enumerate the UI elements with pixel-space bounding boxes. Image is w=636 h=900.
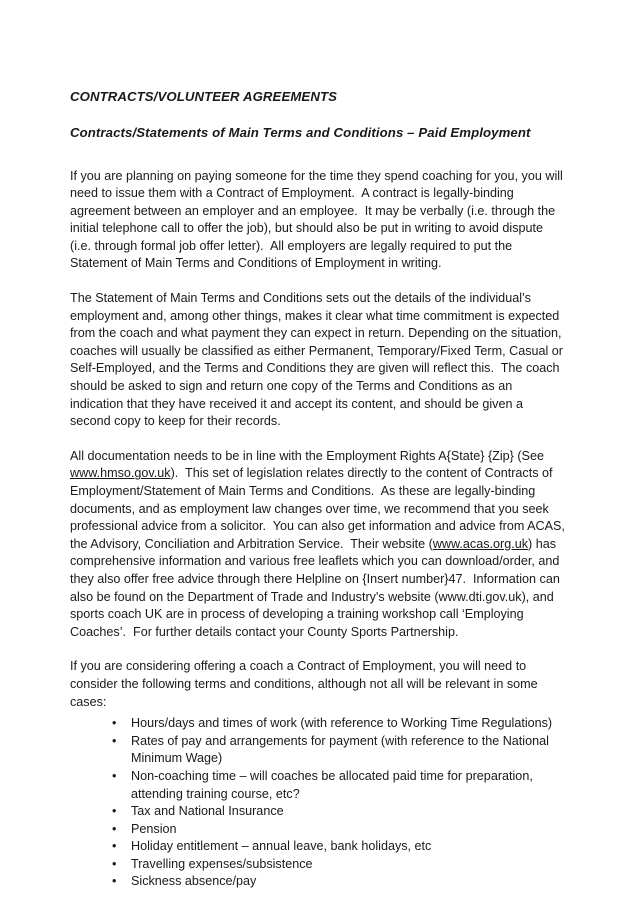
bullet-icon: •	[112, 716, 117, 731]
bullet-icon: •	[112, 804, 117, 819]
list-item-label: Non-coaching time – will coaches be allocated paid time for preparation, attending training course, etc?	[131, 768, 533, 801]
bullet-icon: •	[112, 768, 117, 783]
paragraph-intro: If you are planning on paying someone for the time they spend coaching for you, you will need to issue them with a Contract of Employment. A contract is legally-binding agreement between an employer and an employee. It may be verbally (i.e. through the initial telephone call to offer the job), but should also be put in writing to avoid dispute (i.e. through formal job offer letter). All employers are legally required to put the Statement of Main Terms and Conditions of Employment in writing.	[70, 168, 567, 271]
bullet-icon: •	[112, 733, 117, 748]
list-item-label: Tax and National Insurance	[131, 804, 284, 819]
list-item-label: Holiday entitlement – annual leave, bank holidays, etc	[131, 839, 432, 854]
paragraph-statement-details: The Statement of Main Terms and Conditions sets out the details of the individual’s employment and, among other things, makes it clear what time commitment is expected from the coach and what payment they can expect in return. Depending on the situation, coaches will usually be classified as either Permanent, Temporary/Fixed Term, Casual or Self-Employed, and the Terms and Conditions they are given will reflect this. The coach should be asked to sign and return one copy of the Terms and Conditions as an indication that they have received it and accept its content, and should be given a second copy to keep for their records.	[70, 291, 567, 429]
page-title: CONTRACTS/VOLUNTEER AGREEMENTS	[70, 89, 338, 104]
list-item-label: Hours/days and times of work (with reference to Working Time Regulations)	[131, 716, 553, 731]
list-item	[70, 873, 567, 891]
list-item	[70, 856, 567, 874]
link-acas[interactable]: www.acas.org.uk	[432, 536, 529, 551]
list-item-label: Pension	[131, 821, 177, 836]
list-item	[70, 803, 567, 821]
list-item-label: Sickness absence/pay	[131, 874, 257, 889]
list-item	[70, 838, 567, 856]
paragraph-legislation	[70, 448, 567, 642]
bullet-icon: •	[112, 821, 117, 836]
bullet-icon: •	[112, 839, 117, 854]
list-item-label: Travelling expenses/subsistence	[131, 856, 313, 871]
legislation-text-before: All documentation needs to be in line with the Employment Rights A{State} {Zip} (See	[70, 448, 548, 463]
link-hmso[interactable]: www.hmso.gov.uk	[70, 466, 171, 481]
terms-conditions-list	[70, 715, 567, 891]
list-item	[70, 768, 567, 803]
legislation-text-after: ) has comprehensive information and various free leaflets which you can download/order, and they also offer free advice through there Helpline on {Insert number}47. Information can also be found on the Department of Trade and Industry's website (www.dti.gov.uk), and sports coach UK are in process of developing a training workshop call ‘Employing Coaches’. For further details contact your County Sports Partnership.	[70, 536, 564, 639]
bullet-icon: •	[112, 856, 117, 871]
list-item-label: Rates of pay and arrangements for payment (with reference to the National Minimum Wage)	[131, 733, 549, 766]
list-item	[70, 733, 567, 768]
section-subtitle: Contracts/Statements of Main Terms and Conditions – Paid Employment	[70, 125, 531, 140]
bullet-icon: •	[112, 874, 117, 889]
list-item	[70, 715, 567, 733]
document-body	[70, 88, 567, 891]
paragraph-list-intro: If you are considering offering a coach a Contract of Employment, you will need to consider the following terms and conditions, although not all will be relevant in some cases:	[70, 659, 542, 709]
legislation-text-middle: ). This set of legislation relates directly to the content of Contracts of Employment/Statement of Main Terms and Conditions. As these are legally-binding documents, and as employment law changes over time, we recommend that you seek professional advice from a solicitor. You can also get information and advice from ACAS, the Advisory, Conciliation and Arbitration Service. Their website (	[70, 466, 569, 551]
list-item	[70, 821, 567, 839]
